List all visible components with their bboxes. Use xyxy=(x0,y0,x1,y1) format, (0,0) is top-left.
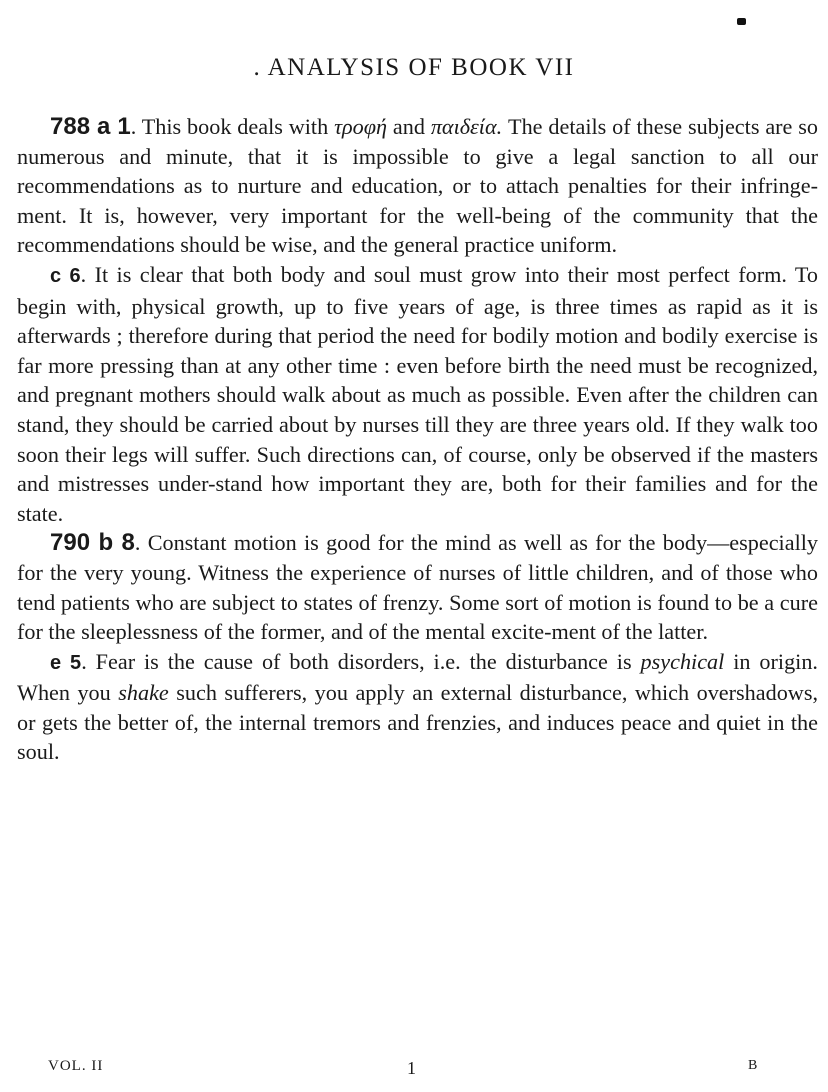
signature-mark: B xyxy=(748,1058,758,1073)
ink-speck xyxy=(737,18,746,25)
line-reference: 788 a 1 xyxy=(50,113,131,140)
paragraph-c6: c 6. It is clear that both body and soul must grow into their most perfect form. To begin with, physical growth, up to five years of age, is three times as rapid as it is afterwards ; therefore during that period the need for bodily motion and bodily exercise is far more pressing than at any other time : even before birth the need must be recognized, and pregnant mothers should walk about as much as possible. Even after the children can stand, they should be carried about by nurses till they are three years old. If they walk too soon their legs will suffer. Such directions can, of course, only be observed if the masters and mistresses under-stand how important they are, both for their families and for the state. xyxy=(17,261,818,526)
page-title: . ANALYSIS OF BOOK VII xyxy=(253,54,575,81)
paragraph-790b8: 790 b 8. Constant motion is good for the mind as well as for the body—especially for the very young. Witness the experience of nurses of little children, and of those who tend patients who are subject to states of frenzy. Some sort of motion is found to be a cure for the sleeplessness of the former, and of the mental excite-ment of the latter. xyxy=(17,529,818,645)
line-reference: 790 b 8 xyxy=(50,529,135,557)
paragraph-788a1: 788 a 1. This book deals with τροφή and παιδεία. The details of these subjects are so numerous and minute, that it is impossible to give a legal sanction to all our recommendations as to nurture and education, or to attach penalties for their infringe-ment. It is, however, very important for the well-being of the community that the recommendations should be wise, and the general practice uniform. xyxy=(17,113,818,258)
volume-label: VOL. II xyxy=(48,1058,104,1074)
line-reference: c 6 xyxy=(50,264,81,287)
page-body xyxy=(17,112,818,767)
page-number: 1 xyxy=(407,1058,416,1078)
paragraph-e5: e 5. Fear is the cause of both disorders, i.e. the disturbance is psychical in origin. When you shake such sufferers, you apply an external disturbance, which overshadows, or gets the better of, the internal tremors and frenzies, and induces peace and quiet in the soul. xyxy=(17,648,819,765)
line-reference: e 5 xyxy=(50,651,82,674)
